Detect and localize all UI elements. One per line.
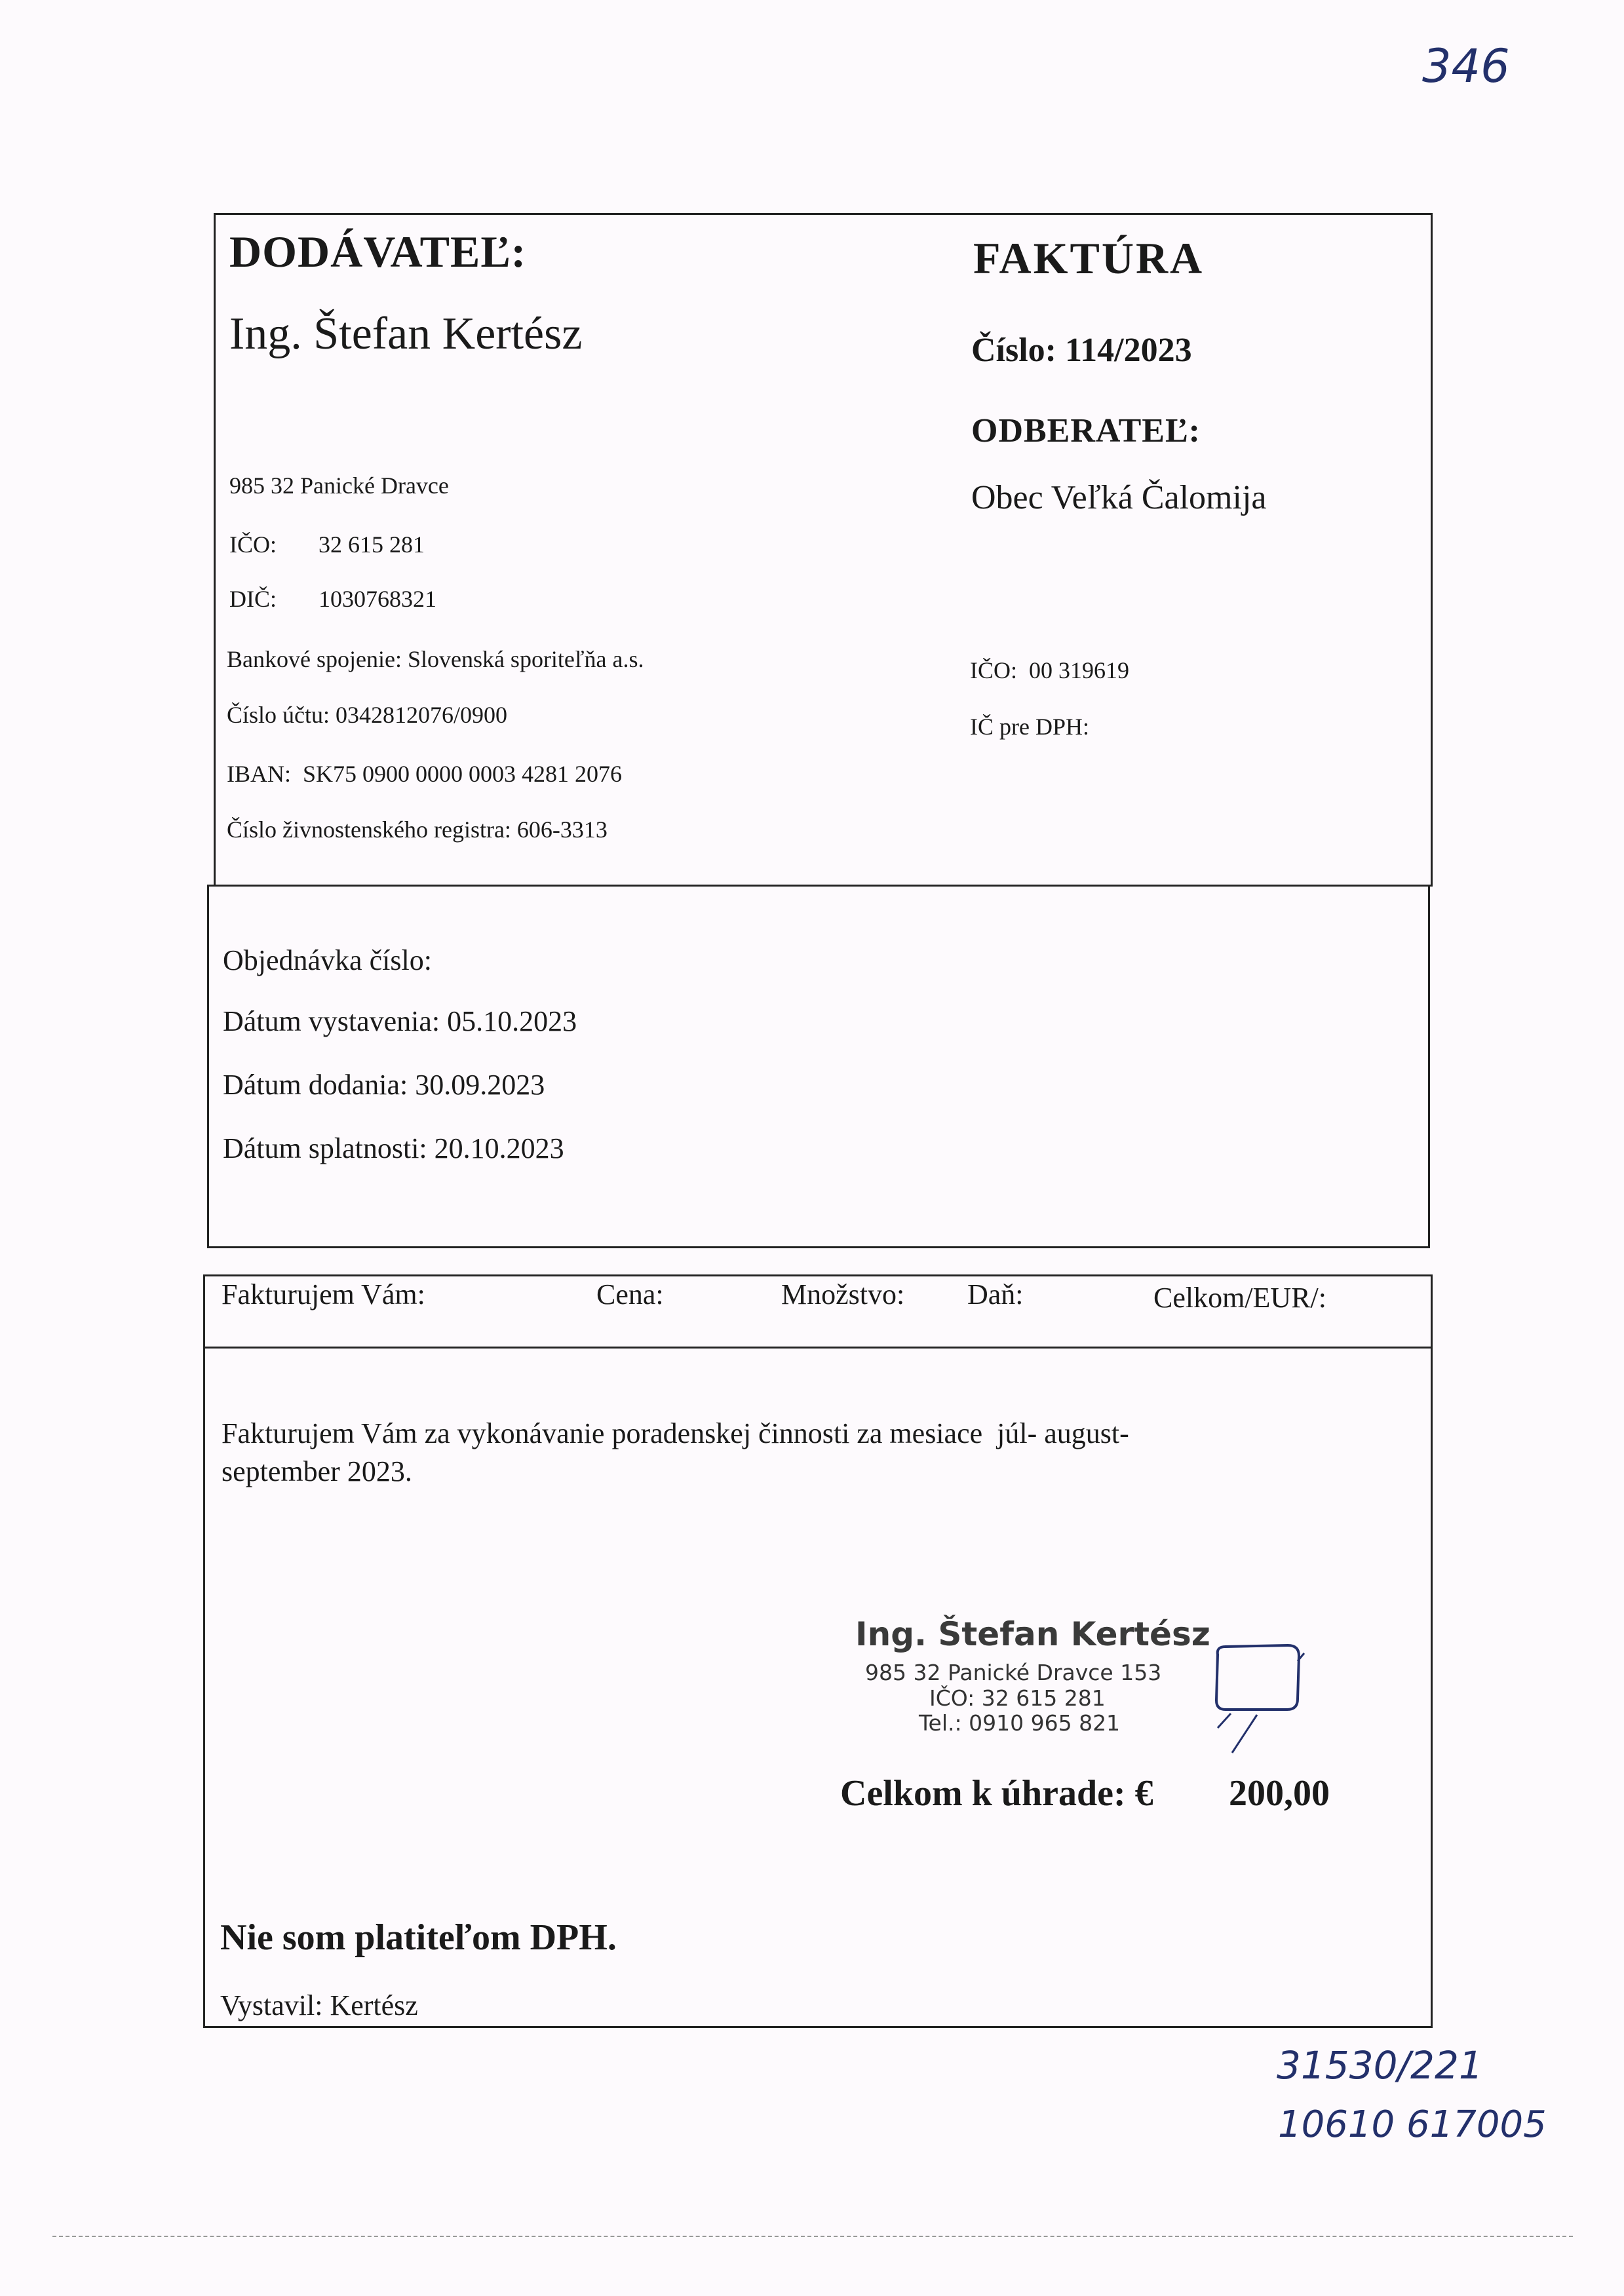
scan-edge-line [52,2236,1573,2237]
handwritten-page-number: 346 [1422,39,1510,93]
customer-name: Obec Veľká Čalomija [971,479,1267,516]
order-number: Objednávka číslo: [223,944,432,976]
column-quantity: Množstvo: [781,1278,905,1311]
supplier-heading: DODÁVATEĽ: [229,227,527,277]
column-total: Celkom/EUR/: [1153,1282,1326,1314]
items-header-divider [204,1347,1431,1349]
column-description: Fakturujem Vám: [222,1278,425,1311]
stamp-address: 985 32 Panické Dravce 153 [865,1660,1162,1685]
supplier-trade-register: Číslo živnostenského registra: 606-3313 [227,816,608,843]
due-date: Dátum splatnosti: 20.10.2023 [223,1132,564,1164]
issued-by: Vystavil: Kertész [220,1989,418,2021]
stamp-ico: IČO: 32 615 281 [929,1685,1106,1711]
customer-ico: IČO: 00 319619 [970,657,1129,683]
item-description-line2: september 2023. [222,1455,412,1487]
stamp-tel: Tel.: 0910 965 821 [919,1710,1121,1736]
total-label: Celkom k úhrade: € [840,1773,1153,1814]
column-tax: Daň: [967,1278,1024,1311]
supplier-dic-label: DIČ: [229,586,277,612]
supplier-bank: Bankové spojenie: Slovenská sporiteľňa a.s. [227,646,644,672]
customer-vat: IČ pre DPH: [970,714,1089,740]
signature [1206,1641,1324,1766]
item-description-line1: Fakturujem Vám za vykonávanie poradenskej činnosti za mesiace júl- august- [222,1417,1129,1449]
supplier-ico-value: 32 615 281 [319,531,425,558]
invoice-title: FAKTÚRA [973,233,1205,283]
total-amount: 200,00 [1229,1773,1330,1814]
supplier-dic-value: 1030768321 [319,586,436,612]
stamp-name: Ing. Štefan Kertész [855,1615,1210,1653]
supplier-address: 985 32 Panické Dravce [229,472,449,499]
handwritten-reference-2: 10610 617005 [1278,2103,1547,2146]
invoice-number: Číslo: 114/2023 [971,332,1192,369]
delivery-date: Dátum dodania: 30.09.2023 [223,1069,545,1101]
issue-date: Dátum vystavenia: 05.10.2023 [223,1005,577,1037]
vat-note: Nie som platiteľom DPH. [220,1917,617,1958]
handwritten-reference-1: 31530/221 [1277,2043,1483,2088]
dates-box [207,885,1430,1248]
supplier-account: Číslo účtu: 0342812076/0900 [227,702,508,728]
supplier-iban: IBAN: SK75 0900 0000 0003 4281 2076 [227,761,623,787]
supplier-ico-label: IČO: [229,531,277,558]
customer-heading: ODBERATEĽ: [971,412,1201,450]
column-price: Cena: [596,1278,664,1311]
supplier-name: Ing. Štefan Kertész [229,309,583,359]
